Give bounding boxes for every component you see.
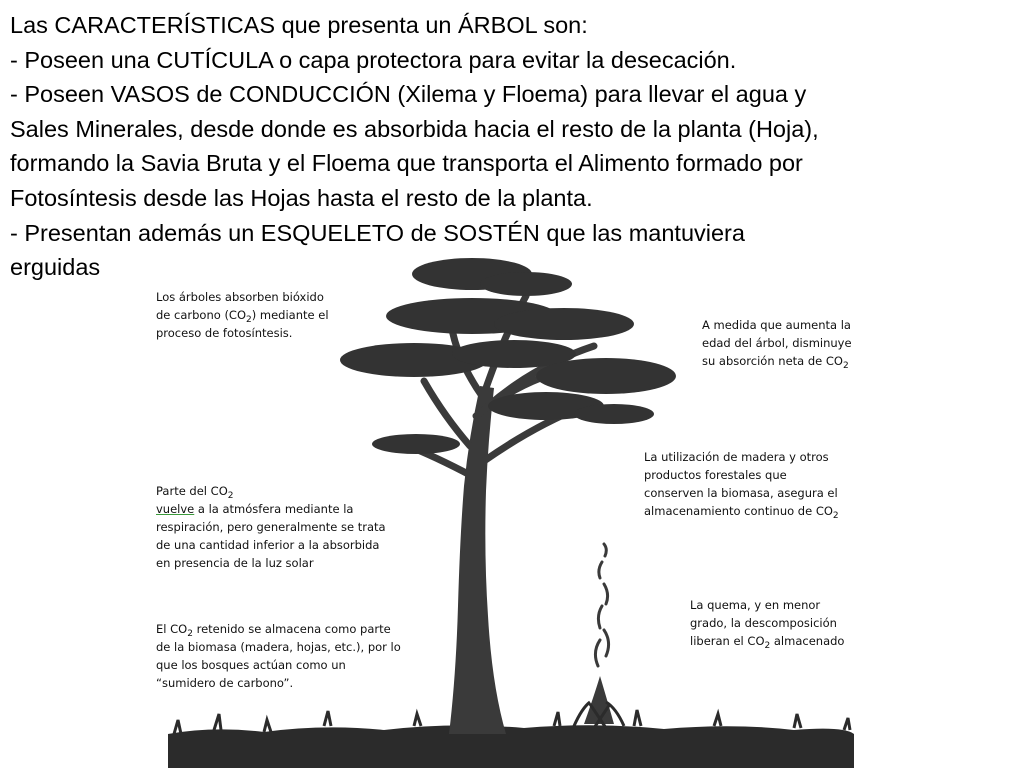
caption-burning: La quema, y en menor grado, la descomposición liberan el $CO_2$ almacenado [690, 598, 845, 651]
tree-canopy [340, 258, 676, 454]
skeleton-line-1: - Presentan además un ESQUELETO de SOSTÉN que las mantuviera [10, 219, 745, 246]
carbon-cycle-tree-figure [154, 256, 889, 768]
vessels-line-3: formando la Savia Bruta y el Floema que transporta el Alimento formado por [10, 150, 803, 177]
vessels-line-2: Sales Minerales, desde donde es absorbida hacia el resto de la planta (Hoja), [10, 115, 819, 142]
caption-respiration: Parte del $CO_2$ vuelve a la atmósfera mediante la respiración, pero generalmente se trata de una cantidad inferior a la absorbida en presencia de la luz solar [156, 484, 386, 570]
slide-text [10, 8, 1010, 285]
vessels-line-1: - Poseen VASOS de CONDUCCIÓN (Xilema y Floema) para llevar el agua y [10, 81, 807, 108]
caption-absorption: Los árboles absorben bióxido de carbono $(CO_2)$ mediante el proceso de fotosíntesis. [156, 290, 329, 340]
tree-trunk [449, 386, 506, 734]
cuticle-line: - Poseen una CUTÍCULA o capa protectora para evitar la desecación. [10, 46, 737, 73]
caption-carbon-sink: El $CO_2$ retenido se almacena como parte de la biomasa (madera, hojas, etc.), por lo que los bosques actúan como un “sumidero de carbono”. [156, 622, 401, 690]
fire-and-smoke [574, 544, 624, 728]
vessels-line-4: Fotosíntesis desde las Hojas hasta el resto de la planta. [10, 184, 593, 211]
skeleton-line-2: erguidas [10, 254, 101, 281]
heading-line: Las CARACTERÍSTICAS que presenta un ÁRBOL son: [10, 12, 588, 38]
caption-storage: La utilización de madera y otros productos forestales que conserven la biomasa, asegura el almacenamiento continuo de $CO_2$ [644, 450, 839, 521]
caption-age: A medida que aumenta la edad del árbol, disminuye su absorción neta de $CO_2$ [702, 318, 852, 371]
